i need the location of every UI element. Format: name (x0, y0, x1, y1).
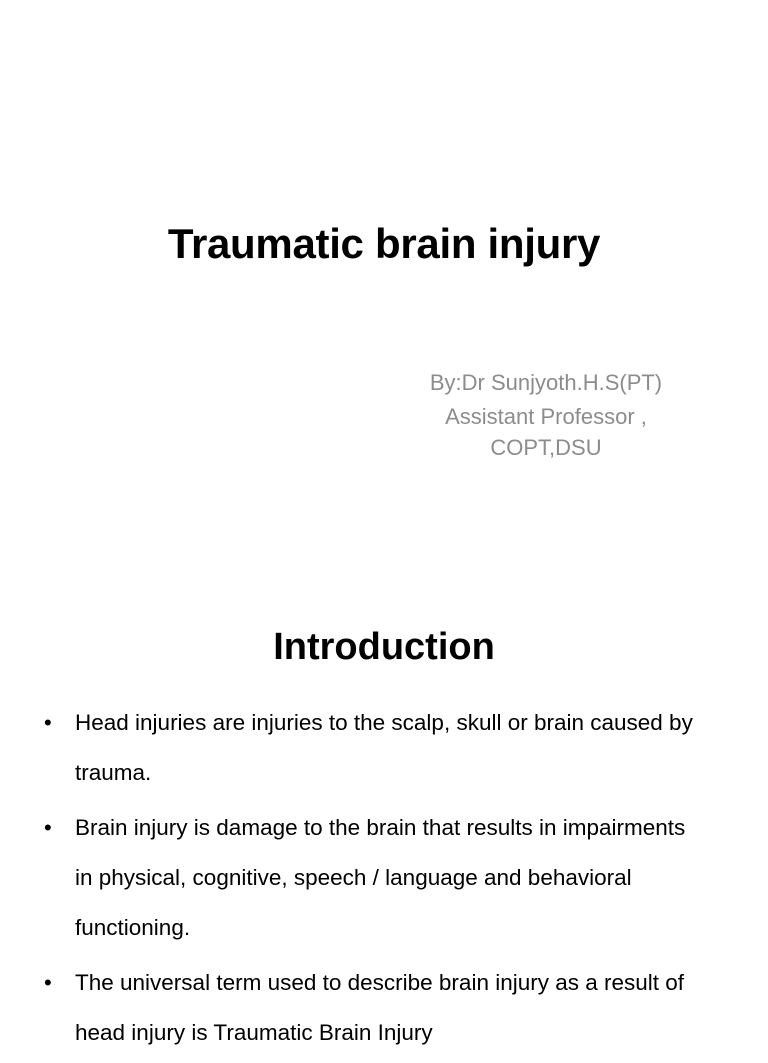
bullet-dot-icon: • (44, 710, 52, 735)
slide-title: Traumatic brain injury (167, 220, 601, 267)
author-institution: COPT,DSU (490, 435, 602, 460)
bullet-item (0, 698, 768, 798)
author-byline (400, 366, 692, 464)
author-name: By:Dr Sunjyoth.H.S(PT) (429, 370, 663, 395)
author-position: Assistant Professor , (445, 404, 647, 429)
section-title: Introduction (273, 626, 495, 668)
bullet-item (0, 803, 768, 953)
bullet-text: Head injuries are injuries to the scalp, skull or brain caused by trauma. (75, 710, 693, 785)
bullet-item (0, 958, 768, 1058)
bullet-dot-icon: • (44, 815, 52, 840)
introduction-slide (0, 576, 768, 1045)
bullet-text: The universal term used to describe brain injury as a result of head injury is Traumatic Brain Injury (75, 970, 685, 1045)
bullet-dot-icon: • (44, 970, 52, 995)
bullet-list (0, 698, 768, 1063)
bullet-text: Brain injury is damage to the brain that results in impairments in physical, cognitive, speech / language and behavioral functioning. (75, 815, 686, 940)
